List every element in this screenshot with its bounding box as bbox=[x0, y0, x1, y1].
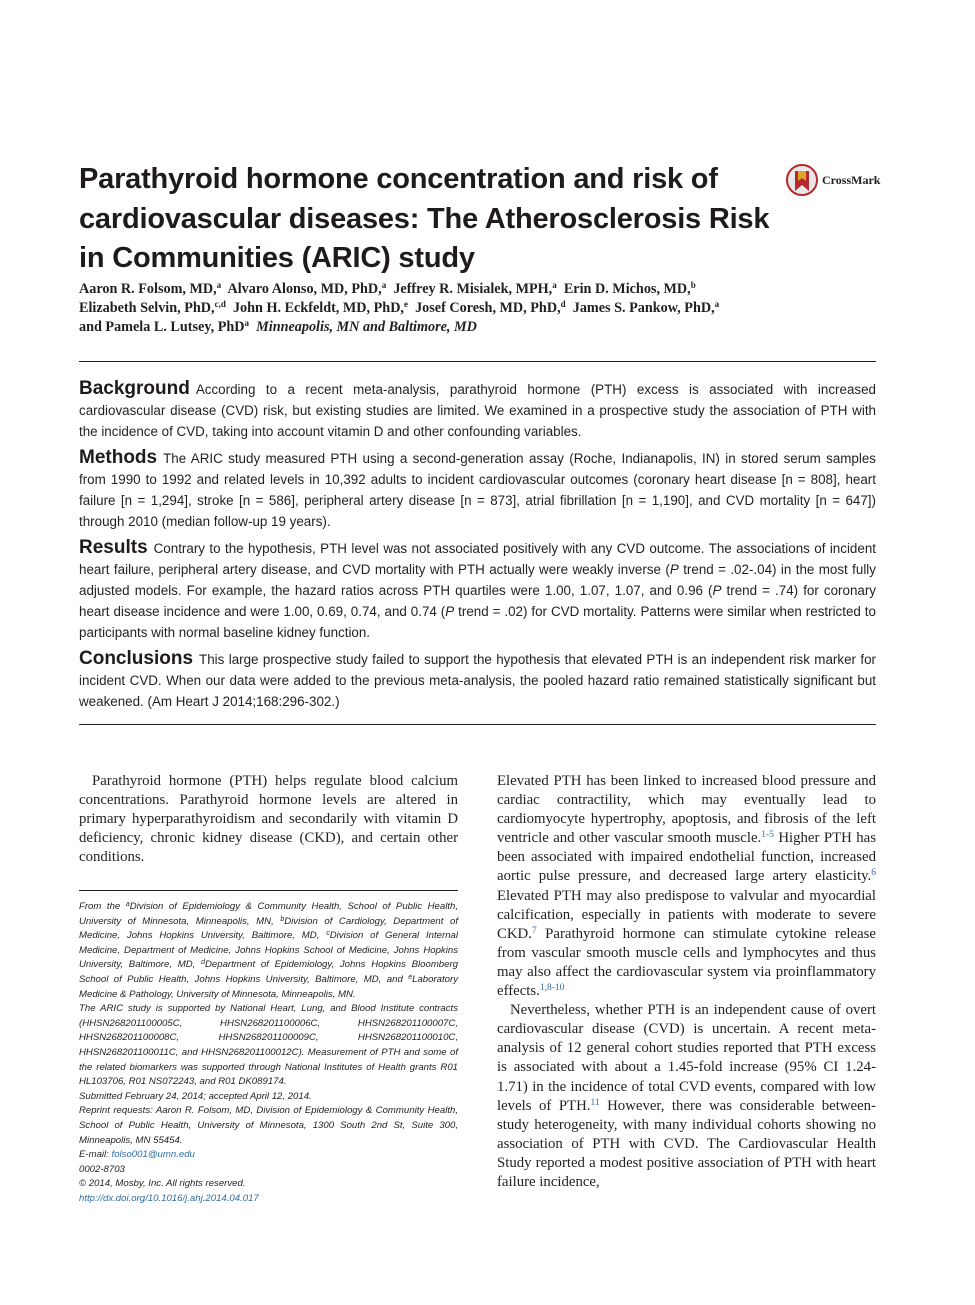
doi-link[interactable]: http://dx.doi.org/10.1016/j.ahj.2014.04.017 bbox=[79, 1192, 259, 1204]
affiliations-footnote: From the $^a$Division of Epidemiology & Community Health, School of Public Health, University of Minnesota, Minneapolis, MN, $^b$Division of Cardiology, Department of Medicine, Johns Hopkins University, Baltimore, MD, $^c$Division of General Internal Medicine, Department of Medicine, Johns Hopkins School of Medicine, Johns Hopkins University, Baltimore, MD, $^d$Department of Epidemiology, Johns Hopkins Bloomberg School of Public Health, Johns Hopkins University, Baltimore, MD, and $^e$Laboratory Medicine & Pathology, University of Minnesota, Minneapolis, MN. bbox=[79, 901, 459, 1000]
abstract-methods: Methods The ARIC study measured PTH using a second-generation assay (Roche, Indianapolis, IN) in stored serum samples from 1990 to 1992 and related levels in 10,392 adults to incident cardiovascular outcomes (coronary heart disease [n = 808], heart failure [n = 1,294], stroke [n = 586], peripheral artery disease [n = 873], atrial fibrillation [n = 1,190], and CVD mortality [n = 647]) through 2010 (median follow-up 19 years). bbox=[79, 447, 876, 529]
reprint-footnote: Reprint requests: Aaron R. Folsom, MD, Division of Epidemiology & Community Health, School of Public Health, University of Minnesota, 1300 South 2nd St, Suite 300, Minneapolis, MN 55454. bbox=[79, 1105, 458, 1146]
issn: 0002-8703 bbox=[79, 1163, 125, 1175]
author[interactable]: Jeffrey R. Misialek, MPH,$^a$ bbox=[393, 280, 557, 297]
crossmark-badge[interactable] bbox=[786, 162, 886, 198]
intro-paragraph: Parathyroid hormone (PTH) helps regulate blood calcium concentrations. Parathyroid hormone levels are altered in primary hyperparathyroidism and secondarily with vitamin D deficiency, chronic kidney disease (CKD), and certain other conditions. bbox=[79, 773, 458, 866]
abstract-results: Results Contrary to the hypothesis, PTH level was not associated positively with any CVD outcome. The associations of incident heart failure, peripheral artery disease, and CVD mortality with PTH actually were weakly inverse (P trend = .02-.04) in the most fully adjusted models. For example, the hazard ratios across PTH quartiles were 1.00, 1.07, 1.07, and 0.96 (P trend = .74) for coronary heart disease incidence and were 1.00, 0.69, 0.74, and 0.74 (P trend = .02) for CVD mortality. Patterns were similar when restricted to participants with normal baseline kidney function. bbox=[79, 537, 876, 640]
article-title: Parathyroid hormone concentration and risk of cardiovascular diseases: The Atherosclerosis Risk in Communities (ARIC) study bbox=[79, 163, 770, 274]
author-location: Minneapolis, MN and Baltimore, MD bbox=[256, 319, 477, 335]
abstract-bottom-divider bbox=[79, 724, 876, 725]
citation-link[interactable]: 6 bbox=[871, 868, 876, 879]
body-paragraph: Nevertheless, whether PTH is an independent cause of overt cardiovascular disease (CVD) is uncertain. A recent meta-analysis of 12 general cohort studies reported that PTH excess is associated with about a 1.45-fold increase (95% CI 1.24-1.71) in the incidence of total CVD events, compared with low levels of PTH.$^{11}$ However, there was considerable between-study heterogeneity, with many individual cohorts showing no association of PTH with CVD. The Cardiovascular Health Study reported a modest positive association of PTH with heart failure incidence, bbox=[497, 1002, 876, 1190]
body-column-right bbox=[497, 772, 876, 1192]
author[interactable]: Alvaro Alonso, MD, PhD,$^a$ bbox=[227, 280, 387, 297]
citation-link[interactable]: 1,8-10 bbox=[539, 983, 565, 994]
body-column-left bbox=[79, 772, 458, 867]
copyright: © 2014, Mosby, Inc. All rights reserved. bbox=[79, 1178, 246, 1190]
citation-link[interactable]: 1-5 bbox=[761, 830, 774, 841]
abstract-conclusions-heading: Conclusions bbox=[79, 648, 194, 669]
dates-footnote: Submitted February 24, 2014; accepted April 12, 2014. bbox=[79, 1090, 312, 1102]
author[interactable]: Aaron R. Folsom, MD,$^a$ bbox=[79, 280, 222, 297]
email-link[interactable]: folso001@umn.edu bbox=[111, 1149, 195, 1161]
abstract-background-heading: Background bbox=[79, 378, 190, 399]
crossmark-label: CrossMark bbox=[822, 172, 881, 187]
abstract-background: Background According to a recent meta-analysis, parathyroid hormone (PTH) excess is associated with increased cardiovascular disease (CVD) risk, but existing studies are limited. We examined in a prospective study the association of PTH with the incidence of CVD, taking into account vitamin D and other confounding variables. bbox=[79, 378, 876, 439]
author[interactable]: and Pamela L. Lutsey, PhD$^a$ bbox=[79, 318, 250, 335]
author[interactable]: Erin D. Michos, MD,$^b$ bbox=[563, 280, 696, 297]
author[interactable]: Elizabeth Selvin, PhD,$^{c,d}$ bbox=[79, 299, 226, 316]
abstract-results-heading: Results bbox=[79, 537, 148, 558]
author[interactable]: John H. Eckfeldt, MD, PhD,$^e$ bbox=[232, 299, 408, 316]
abstract-conclusions: Conclusions This large prospective study failed to support the hypothesis that elevated PTH is an independent risk marker for incident CVD. When our data were added to the previous meta-analysis, the pooled hazard ratio remained statistically significant but weakened. (Am Heart J 2014;168:296-302.) bbox=[79, 648, 876, 709]
footnote-divider bbox=[79, 890, 458, 891]
abstract-top-divider bbox=[79, 361, 876, 362]
citation-link[interactable]: 7 bbox=[531, 925, 537, 936]
funding-footnote: The ARIC study is supported by National Heart, Lung, and Blood Institute contracts (HHSN268201100005C, HHSN268201100006C, HHSN268201100007C, HHSN268201100008C, HHSN268201100009C, HHSN268201100010C, HHSN268201100011C, and HHSN268201100012C). Measurement of PTH and some of the related biomarkers was supported through National Institutes of Health grants R01 HL103706, R01 NS072243, and R01 DK089174. bbox=[79, 1003, 458, 1088]
body-paragraph: Elevated PTH has been linked to increased blood pressure and cardiac contractility, which may eventually lead to cardiomyocyte hypertrophy, apoptosis, and fibrosis of the left ventricle and other vascular smooth muscle.$^{1-5}$ Higher PTH has been associated with impaired endothelial function, increased aortic pulse pressure, and decreased large artery elasticity.$^6$ Elevated PTH may also predispose to valvular and myocardial calcification, especially in patients with moderate to severe CKD.$^7$ Parathyroid hormone can stimulate cytokine release from vascular smooth muscle cells and lymphocytes and thus may also affect the cardiovascular system via proinflammatory effects.$^{1,8-10}$ bbox=[497, 773, 876, 1000]
footnotes bbox=[79, 900, 458, 1206]
abstract bbox=[79, 378, 876, 717]
email-footnote: E-mail: folso001@umn.edu bbox=[79, 1149, 195, 1161]
author[interactable]: James S. Pankow, PhD,$^a$ bbox=[572, 299, 720, 316]
citation-link[interactable]: 11 bbox=[590, 1097, 600, 1108]
crossmark-icon bbox=[786, 163, 818, 197]
author-list bbox=[79, 280, 879, 337]
abstract-methods-heading: Methods bbox=[79, 447, 158, 468]
author[interactable]: Josef Coresh, MD, PhD,$^d$ bbox=[415, 299, 566, 316]
